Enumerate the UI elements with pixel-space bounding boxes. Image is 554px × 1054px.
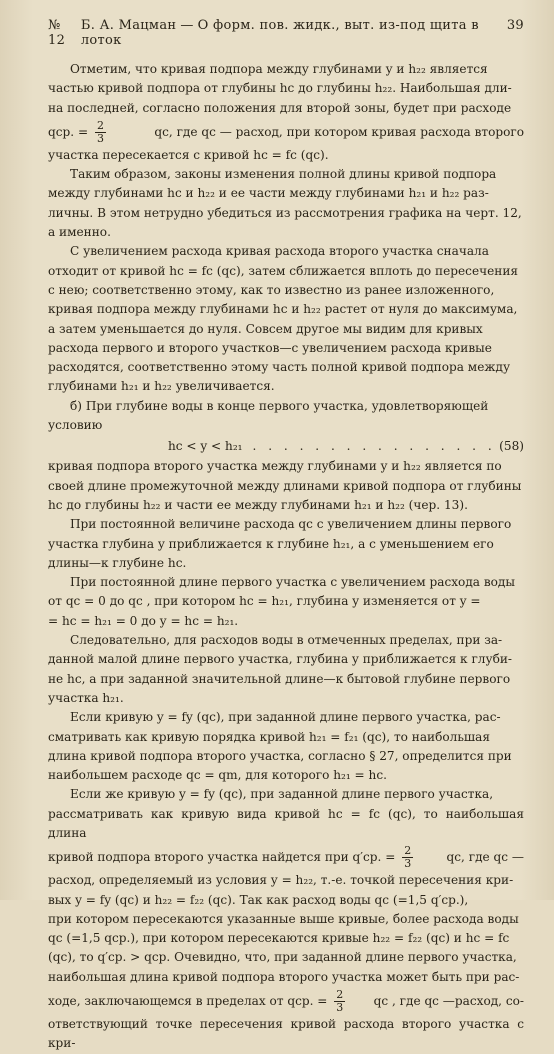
paragraph-3-line-4: кривая подпора между глубинами hс и h₂₂ растет от нуля до максимума, <box>48 302 518 317</box>
paragraph-10-line-4: расход, определяемый из условия y = h₂₂, т.-е. точкой пересечения кри- <box>48 873 514 888</box>
paragraph-10-line-7: qс (=1,5 qср.), при котором пересекаются кривые h₂₂ = f₂₂ (qс) и hс = fс <box>48 931 510 946</box>
paragraph-10-line-5: вых y = fy (qс) и h₂₂ = f₂₂ (qс). Так как расход воды qс (=1,5 q′ср.), <box>48 892 469 907</box>
paragraph-8-line-4: участка h₂₁. <box>48 690 124 705</box>
paragraph-8-line-3: не hс, а при заданной значительной длине—к бытовой глубине первого <box>48 671 511 686</box>
paragraph-3-line-6: расхода первого и второго участков—с увеличением расхода кривые <box>48 340 492 355</box>
paragraph-4-line-1: б) При глубине воды в конце первого участка, удовлетворяющей <box>70 398 489 413</box>
paragraph-10-line-1: Если же кривую y = fy (qс), при заданной длине первого участка, <box>70 787 494 802</box>
paragraph-1-fraction-line <box>48 118 524 146</box>
paragraph-1-line-2: частью кривой подпора от глубины hс до глубины h₂₂. Наибольшая дли- <box>48 81 512 96</box>
fraction-two-thirds-3: $\frac{2}{3}$ <box>336 988 344 1015</box>
running-header <box>48 18 524 48</box>
paragraph-10-line-6: при котором пересекаются указанные выше кривые, более расхода воды <box>48 911 519 926</box>
paragraph-7-line-1: При постоянной длине первого участка с увеличением расхода воды <box>70 575 515 590</box>
paragraph-3-line-2: отходит от кривой hс = fс (qс), затем сближается вплоть до пересечения <box>48 263 519 278</box>
header-author-title: Б. А. Мацман — О форм. пов. жидк., выт. из-под щита в лоток <box>80 18 479 48</box>
paragraph-9-line-2: сматривать как кривую порядка кривой h₂₁ = f₂₁ (qс), то наибольшая <box>48 729 491 744</box>
paragraph-10-last-line: ответствующий точке пересечения кривой расхода второго участка с кри- <box>48 1017 524 1051</box>
paragraph-1-line-3: на последней, согласно положения для второй зоны, будет при расходе <box>48 100 512 115</box>
paragraph-3-line-8: глубинами h₂₁ и h₂₂ увеличивается. <box>48 379 275 394</box>
fraction-right-text-2: qс, где qс — <box>446 850 524 865</box>
paragraph-10-fraction-line-2 <box>48 987 524 1015</box>
paragraph-1-line-1: Отметим, что кривая подпора между глубинами y и h₂₂ является <box>70 62 488 76</box>
paragraph-2-line-4: а именно. <box>48 225 111 240</box>
paragraph-1-line-5: участка пересекается с кривой hс = fс (qс). <box>48 147 329 162</box>
page-number: 39 <box>506 18 524 33</box>
paragraph-2-line-3: личны. В этом нетрудно убедиться из рассмотрения графика на черт. 12, <box>48 205 522 220</box>
paragraph-5-line-3: hс до глубины h₂₂ и части ее между глубинами h₂₁ и h₂₂ (чер. 13). <box>48 497 468 512</box>
paragraph-2-line-1: Таким образом, законы изменения полной длины кривой подпора <box>70 167 497 182</box>
paragraph-7-line-2: от qс = 0 до qс , при котором hс = h₂₁, глубина y изменяется от y = <box>48 594 481 609</box>
fraction-left-text-2: кривой подпора второго участка найдется при q′ср. = <box>48 850 396 865</box>
fraction-right-text: qс, где qс — расход, при котором кривая расхода второго <box>154 124 524 139</box>
paragraph-9-line-1: Если кривую y = fy (qс), при заданной длине первого участка, рас- <box>70 710 501 725</box>
header-title: О форм. пов. жидк., выт. из-под щита в лоток <box>80 18 479 48</box>
paragraph-4-line-2: условию <box>48 418 103 433</box>
fraction-right-text-3: qс , где qс —расход, со- <box>373 994 524 1009</box>
paragraph-3-line-7: расходятся, соответственно этому часть полной кривой подпора между <box>48 360 511 375</box>
paragraph-5-line-2: своей длине промежуточной между длинами кривой подпора от глубины <box>48 478 522 493</box>
paragraph-10-line-2: рассматривать как кривую вида кривой hс = fс (qс), то наибольшая длина <box>48 806 524 840</box>
header-author: Б. А. Мацман <box>80 18 177 33</box>
paragraph-9-line-3: длина кривой подпора второго участка, согласно § 27, определится при <box>48 748 512 763</box>
paragraph-9-line-4: наибольшем расходе qс = qm, для которого h₂₁ = hс. <box>48 768 387 783</box>
paragraph-6-line-2: участка глубина y приближается к глубине h₂₁, а с уменьшением его <box>48 536 494 551</box>
paragraph-7-line-3: = hс = h₂₁ = 0 до y = hс = h₂₁. <box>48 613 239 628</box>
issue-number: № 12 <box>48 18 66 48</box>
fraction-left-text: qср. = <box>48 124 89 139</box>
paragraph-6-line-1: При постоянной величине расхода qс с увеличением длины первого <box>70 517 512 532</box>
fraction-two-thirds: $\frac{2}{3}$ <box>96 118 104 145</box>
fraction-two-thirds-2: $\frac{2}{3}$ <box>404 844 412 871</box>
paragraph-8-line-1: Следовательно, для расходов воды в отмеченных пределах, при за- <box>70 633 503 648</box>
paragraph-10-fraction-line <box>48 843 524 871</box>
paragraph-3-line-1: С увеличением расхода кривая расхода второго участка сначала <box>70 244 489 259</box>
formula-expression: hс < y < h₂₁ <box>168 439 243 454</box>
paragraph-3-line-5: а затем уменьшается до нуля. Совсем другое мы видим для кривых <box>48 321 483 336</box>
formula-number: (58) <box>499 439 524 454</box>
paragraph-8-line-2: данной малой длине первого участка, глубина y приближается к глуби- <box>48 652 513 667</box>
paragraph-3-line-3: с нею; соответственно этому, как то известно из ранее изложенного, <box>48 282 495 297</box>
paragraph-5-line-1: кривая подпора второго участка между глубинами y и h₂₂ является по <box>48 459 502 474</box>
paragraph-6-line-3: длины—к глубине hс. <box>48 555 187 570</box>
paragraph-2-line-2: между глубинами hс и h₂₂ и ее части между глубинами h₂₁ и h₂₂ раз- <box>48 186 489 201</box>
formula-58 <box>48 435 524 457</box>
paragraph-10-line-8: (qс), то q′ср. > qср. Очевидно, что, при заданной длине первого участка, <box>48 950 517 965</box>
formula-leader-dots: . . . . . . . . . . . . . . . . <box>252 439 496 454</box>
fraction-left-text-3: ходе, заключающемся в пределах от qср. = <box>48 994 328 1009</box>
paragraph-10-line-9: наибольшая длина кривой подпора второго участка может быть при рас- <box>48 969 520 984</box>
